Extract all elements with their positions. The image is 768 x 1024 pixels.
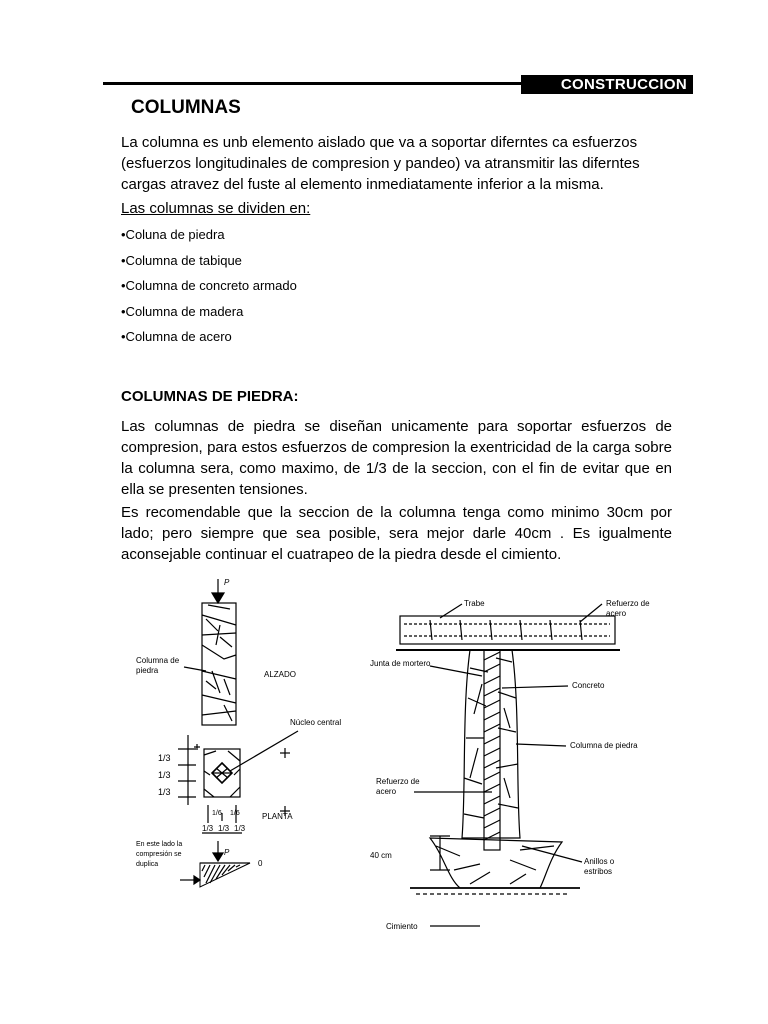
columna-piedra-label: Columna de piedra xyxy=(570,741,638,750)
lower-load-label: P xyxy=(224,848,230,857)
column-label: Columna de xyxy=(136,656,180,665)
third-label: 1/3 xyxy=(158,787,171,797)
third-label: 1/3 xyxy=(158,770,171,780)
reinforced-stone-column-diagram xyxy=(370,588,670,938)
section-tag: CONSTRUCCION xyxy=(521,75,693,94)
load-label: P xyxy=(224,578,230,587)
zero-label: 0 xyxy=(258,859,263,868)
header-rule xyxy=(103,82,521,85)
concreto-label: Concreto xyxy=(572,681,605,690)
note-label: compresión se xyxy=(136,851,182,858)
intro-paragraph: La columna es unb elemento aislado que va a soportar diferntes ca esfuerzos (esfuerzos longitudinales de compresion y pandeo) va atransmitir las diferntes cargas atravez del fuste al elemento inmediatamente inferior a la misma. xyxy=(121,134,640,193)
stone-paragraph-1: Las columnas de piedra se diseñan unicamente para soportar esfuerzos de compresion, para estos esfuerzos de compresion la exentricidad de la carga sobre la columna sera, como maximo, de 1/3 de la seccion, con el fin de evitar que en ella se presenten tensiones. xyxy=(121,418,672,498)
refuerzo-label: Refuerzo de xyxy=(376,777,420,786)
list-heading: Las columnas se dividen en: xyxy=(121,200,311,217)
refuerzo-top-label: Refuerzo de xyxy=(606,599,650,608)
refuerzo-label: acero xyxy=(376,787,397,796)
note-label: En este lado la xyxy=(136,841,183,848)
note-label: duplica xyxy=(136,861,159,868)
list-item: •Columna de madera xyxy=(121,303,244,319)
cimiento-label: Cimiento xyxy=(386,922,418,931)
anillos-label: estribos xyxy=(584,867,613,876)
column-types-list xyxy=(121,225,297,353)
sixth-label: 1/6 xyxy=(230,810,240,817)
list-item: •Columna de concreto armado xyxy=(121,278,297,293)
bottom-third-label: 1/3 xyxy=(234,824,246,833)
column-label: piedra xyxy=(136,666,159,675)
stone-paragraph-2: Es recomendable que la seccion de la columna tenga como minimo 30cm por lado; pero siempre que sea posible, sera mejor darle 40cm . Es igualmente aconsejable continuar el cuatrapeo de la piedra desde el cimiento. xyxy=(121,504,672,563)
bottom-third-label: 1/3 xyxy=(218,824,230,833)
trabe-label: Trabe xyxy=(464,599,485,608)
list-item: •Columna de acero xyxy=(121,329,232,344)
third-label: 1/3 xyxy=(158,753,171,763)
stone-column-diagram xyxy=(120,575,360,905)
sixth-label: 1/6 xyxy=(212,810,222,817)
list-item: •Coluna de piedra xyxy=(121,227,225,242)
nucleo-label: Núcleo central xyxy=(290,718,342,727)
page-title: COLUMNAS xyxy=(131,97,241,118)
anillos-label: Anillos o xyxy=(584,857,615,866)
alzado-label: ALZADO xyxy=(264,670,297,679)
bottom-third-label: 1/3 xyxy=(202,824,214,833)
list-item: •Columna de tabique xyxy=(121,252,242,268)
section-heading: COLUMNAS DE PIEDRA: xyxy=(121,388,299,405)
planta-label: PLANTA xyxy=(262,812,293,821)
cm40-label: 40 cm xyxy=(370,851,392,860)
junta-label: Junta de mortero xyxy=(370,659,431,668)
refuerzo-top-label: acero xyxy=(606,609,627,618)
